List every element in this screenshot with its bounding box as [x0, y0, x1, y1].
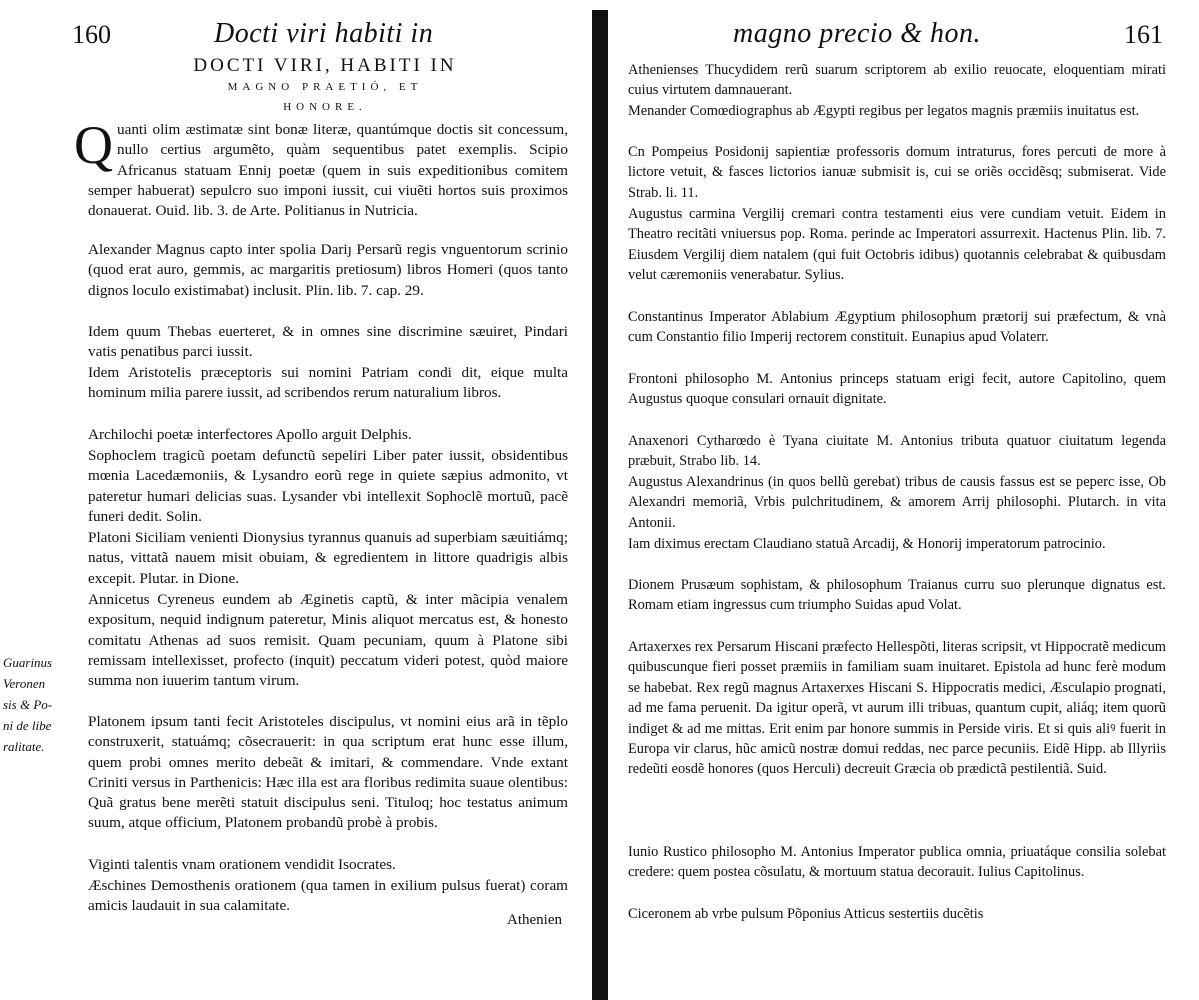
paragraph: Augustus carmina Vergilij cremari contra testamenti eius vere cundiam vetuit. Eidem in Theatro recitãti vniuersus pop. Roma. perinde ac Imperatori assurrexit. Hactenus Plin. lib. 7. Eiusdem Vergilij diem natalem (qui fuit Octobris idibus) quotannis celebrabat & quibusdam velut cæremoniis venerabatur. Sylius.	[628, 206, 1166, 284]
paragraph: Constantinus Imperator Ablabium Ægyptium philosophum prætorij sui præfectum, & vnà cum Constantio filio Imperij rectorem constituit. Eunapius apud Volaterr.	[628, 309, 1166, 346]
paragraph: Cn Pompeius Posidonij sapientiæ professoris domum intraturus, fores percuti de more à lictore vetuit, & fasces lictorios ianuæ submisit is, cui se oriẽs occidẽsq; submiserat. Vide Strab. li. 11.	[628, 144, 1166, 201]
paragraph: Iunio Rustico philosopho M. Antonius Imperator publica omnia, priuatáque consilia solebat credere: quem postea cõsulatu, & mortuum statua decorauit. Iulius Capitolinus.	[628, 844, 1166, 881]
chapter-title-line-1: DOCTI VIRI, HABITI IN	[193, 55, 457, 76]
right-page	[608, 0, 1199, 1000]
paragraph: Augustus Alexandrinus (in quos bellũ gerebat) tribus de causis fassus est se peperc isse, Ob Alexandri memoriã, Vrbis pulchritudinem, & amorem Arrij philosophi. Plutarch. in vita Antonii.	[628, 474, 1166, 531]
paragraph: Sophoclem tragicũ poetam defunctũ sepeliri Liber pater iussit, obsidentibus mœnia Lacedæmoniis, & Lysandro eorũ rege in quiete sæpius admonito, vt pateretur humari delicias suas. Lysander vbi intellexit Sophoclẽ mortuũ, pacẽ funeri dedit. Solin.	[88, 447, 568, 525]
paragraph: Artaxerxes rex Persarum Hiscani præfecto Hellespõti, literas scripsit, vt Hippocratẽ medicum quibuscunque fieri posset præmiis in familiam suam inuitaret. Epistola ad hunc ferè modum se habebat. Rex regũ magnus Artaxerxes Hiscani S. Hippocratis medici, Æsculapio prognati, ad me fama peruenit. Da igitur operã, vt aurum illi tribuas, quantum cupit, aliáq; item quorũ indiget & ad me mittas. Erit enim par honore summis in Perside viris. Et si quis aliꝰ fuerit in Europa vir clarus, hũc amicũ nostræ domui reddas, nec parce pecuniis. Eidẽ Hipp. ab Illyriis redeũti eosdẽ honores (quos Herculi) decreuit Græcia ob prædictã pestilentiã. Suid.	[628, 639, 1166, 778]
paragraph: Alexander Magnus capto inter spolia Dariȷ Persarũ regis vnguentorum scrinio (quod erat auro, gemmis, ac margaritis pretiosum) libros Homeri (quos tanto dignos loculo existimabat) inclusit. Plin. lib. 7. cap. 29.	[88, 241, 568, 299]
chapter-title-line-3: HONORE.	[283, 101, 367, 113]
paragraph: Ciceronem ab vrbe pulsum Põponius Atticus sestertiis ducẽtis	[628, 906, 984, 922]
paragraph: Viginti talentis vnam orationem vendidit Isocrates.	[88, 856, 396, 873]
paragraph: Platoni Siciliam venienti Dionysius tyrannus quanuis ad superbiam sæuitiámq; natus, vittatã nauem misit obuiam, & egredientem in littore quadrigis albis excepit. Plutar. in Dione.	[88, 529, 568, 587]
left-page	[0, 0, 592, 1000]
marginal-note	[3, 652, 69, 757]
paragraph-text: uanti olim æstimatæ sint bonæ literæ, quantúmque doctis sit concessum, nullo certius argumẽto, quàm sequentibus patet exemplis. Scipio Africanus statuam Enniȷ poetæ (quem in suis expeditionibus comitem semper habuerat) sepulcro suo imponi iussit, cui viuẽti hortos suis proximos donauerat. Ouid. lib. 3. de Arte. Politianus in Nutricia.	[88, 121, 568, 220]
paragraph: Menander Comœdiographus ab Ægypti regibus per legatos magnis præmiis inuitatus est.	[628, 103, 1140, 119]
paragraph: Dionem Prusæum sophistam, & philosophum Traianus curru suo plerunque dignatus est. Romam etiam ingressus cum triumpho Suidas apud Volat.	[628, 577, 1166, 614]
paragraph: Idem quum Thebas euerteret, & in omnes sine discrimine sæuiret, Pindari vatis penatibus parci iussit.	[88, 323, 568, 361]
paragraph: Anaxenori Cytharœdo è Tyana ciuitate M. Antonius tributa quatuor ciuitatum legenda præbuit, Strabo lib. 14.	[628, 433, 1166, 470]
left-page-number: 160	[72, 20, 111, 49]
marginal-note-line: sis & Po-	[3, 697, 53, 712]
paragraph: Athenienses Thucydidem rerũ suarum scriptorem ab exilio reuocate, eloquentiam mirati cuius virtutem damnauerant.	[628, 62, 1166, 99]
paragraph: Iam diximus erectam Claudiano statuã Arcadij, & Honorij imperatorum patrocinio.	[628, 536, 1106, 552]
paragraph: Annicetus Cyreneus eundem ab Æginetis captũ, & inter mãcipia venalem expositum, nequid indignum pateretur, Minis aliquot mercatus est, & honesto comitatu Athenas ad suos remisit. Quam pecuniam, quum à Platone sibi remissam intellexisset, profecto (inquit) peccatum videri potest, quòd maiore summa non iuuerim tantum virum.	[88, 591, 568, 690]
paragraph: Æschines Demosthenis orationem (qua tamen in exilium pulsus fuerat) coram amicis laudauit in sua calamitate.	[88, 877, 568, 915]
drop-cap: Q	[74, 115, 113, 175]
marginal-note-line: ralitate.	[3, 739, 45, 754]
marginal-note-line: ni de libe	[3, 718, 52, 733]
paragraph: Platonem ipsum tanti fecit Aristoteles discipulus, vt nomini eius arã in tẽplo construxerit, statuámq; cõsecrauerit: in qua scriptum erat hunc esse illum, quem probi omnes merito debeãt & imitari, & commendare. Vnde extant Criniti versus in Parthenicis: Hæc illa est ara floribus redimita suaue olentibus: Quã gratus bene merẽti statuit discipulus seni. Tituloq; hoc testatus animum suum, atque officium, Platonem probandũ probè à probis.	[88, 713, 568, 832]
right-running-head: magno precio & hon.	[733, 18, 981, 49]
chapter-title-line-2: MAGNO PRAETIÓ, ET	[227, 81, 423, 93]
paragraph: Frontoni philosopho M. Antonius princeps statuam erigi fecit, autore Capitolino, quem Augustus quoque consulari ornauit dignitate.	[628, 371, 1166, 408]
paragraph: Archilochi poetæ interfectores Apollo arguit Delphis.	[88, 426, 412, 443]
paragraph	[74, 115, 568, 221]
paragraph: Idem Aristotelis præceptoris sui nomini Patriam condi dit, eique multa hominum milia parere iussit, ad scribendos rerum naturalium libros.	[88, 364, 568, 402]
catchword: Athenien	[507, 912, 562, 928]
marginal-note-line: Veronen	[3, 676, 46, 691]
book-gutter	[592, 10, 608, 1000]
left-running-head: Docti viri habiti in	[214, 18, 434, 49]
right-page-number: 161	[1124, 20, 1163, 49]
marginal-note-line: Guarinus	[3, 655, 53, 670]
